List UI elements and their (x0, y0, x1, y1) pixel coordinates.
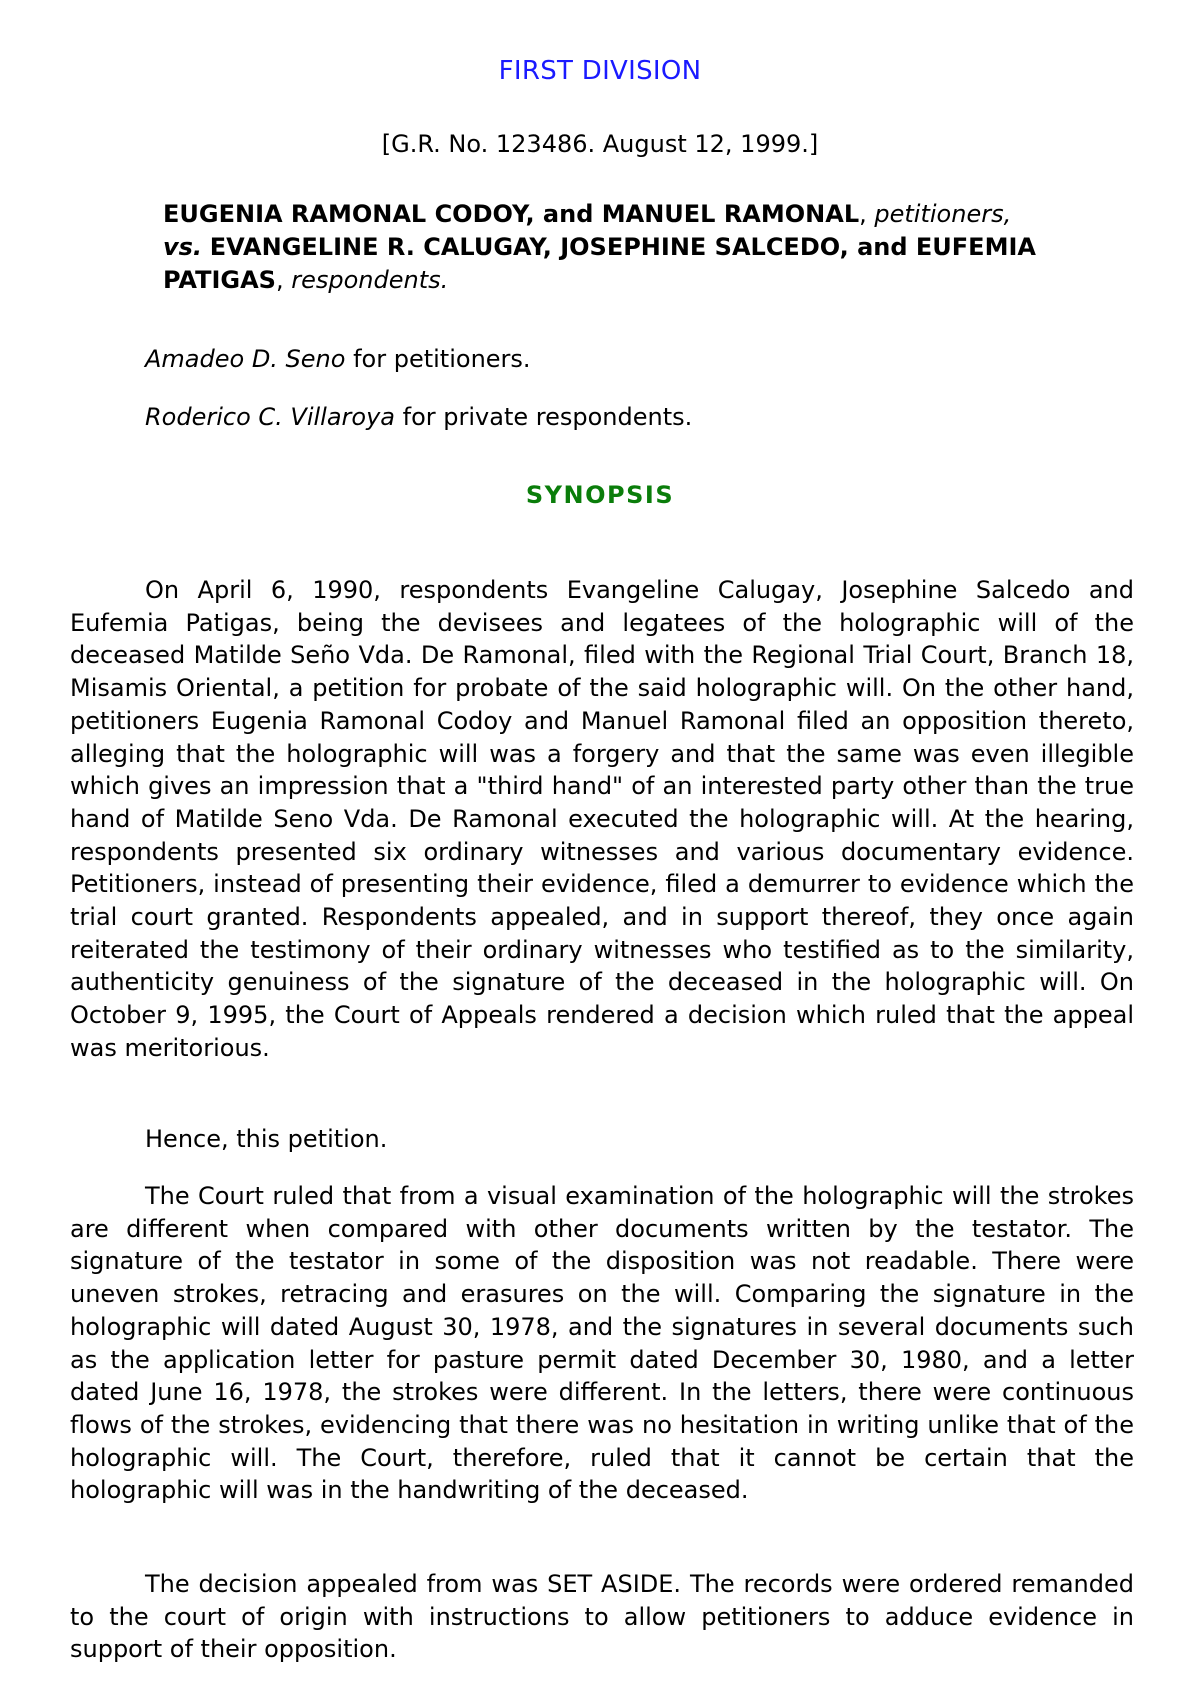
synopsis-paragraph-3: The Court ruled that from a visual examination of the holographic will the strokes are different when compared with other documents written by the testator. The signature of the testator in some of the disposition was not readable. There were uneven strokes, retracing and erasures on the will. Comparing the signature in the holographic will dated August 30, 1978, and the signatures in several documents such as the application letter for pasture permit dated December 30, 1980, and a letter dated June 16, 1978, the strokes were different. In the letters, there were continuous flows of the strokes, evidencing that there was no hesitation in writing unlike that of the holographic will. The Court, therefore, ruled that it cannot be certain that the holographic will was in the handwriting of the deceased. (70, 1182, 1134, 1505)
synopsis-heading: SYNOPSIS (525, 481, 675, 509)
case-parties: EUGENIA RAMONAL CODOY, and MANUEL RAMONAL, petitioners, vs. EVANGELINE R. CALUGAY, JOSEPHINE SALCEDO, and EUFEMIA PATIGAS, respondents. (163, 200, 1036, 294)
division-heading: FIRST DIVISION (498, 56, 702, 86)
respondents-names: EVANGELINE R. CALUGAY, JOSEPHINE SALCEDO, and EUFEMIA PATIGAS (163, 233, 1036, 294)
petitioners-label: petitioners, (874, 200, 1012, 228)
counsel-petitioners-name: Amadeo D. Seno (145, 345, 346, 373)
synopsis-paragraph-1: On April 6, 1990, respondents Evangeline Calugay, Josephine Salcedo and Eufemia Patigas, being the devisees and legatees of the holographic will of the deceased Matilde Seño Vda. De Ramonal, filed with the Regional Trial Court, Branch 18, Misamis Oriental, a petition for probate of the said holographic will. On the other hand, petitioners Eugenia Ramonal Codoy and Manuel Ramonal filed an opposition thereto, alleging that the holographic will was a forgery and that the same was even illegible which gives an impression that a "third hand" of an interested party other than the true hand of Matilde Seno Vda. De Ramonal executed the holographic will. At the hearing, respondents presented six ordinary witnesses and various documentary evidence. Petitioners, instead of presenting their evidence, filed a demurrer to evidence which the trial court granted. Respondents appealed, and in support thereof, they once again reiterated the testimony of their ordinary witnesses who testified as to the similarity, authenticity genuiness of the signature of the deceased in the holographic will. On October 9, 1995, the Court of Appeals rendered a decision which ruled that the appeal was meritorious. (70, 576, 1134, 1062)
counsel-respondents (145, 403, 692, 431)
synopsis-paragraph-2: Hence, this petition. (145, 1125, 388, 1153)
synopsis-paragraph-4: The decision appealed from was SET ASIDE. The records were ordered remanded to the court of origin with instructions to allow petitioners to adduce evidence in support of their opposition. (70, 1570, 1134, 1664)
counsel-respondents-role: for private respondents. (402, 403, 693, 431)
counsel-respondents-name: Roderico C. Villaroya (145, 403, 396, 431)
versus-label: vs. (163, 233, 203, 261)
respondents-label: respondents. (291, 266, 449, 294)
counsel-petitioners (145, 345, 531, 373)
counsel-petitioners-role: for petitioners. (353, 345, 531, 373)
petitioners-names: EUGENIA RAMONAL CODOY, and MANUEL RAMONAL (163, 200, 860, 228)
case-number: [G.R. No. 123486. August 12, 1999.] (381, 130, 819, 158)
